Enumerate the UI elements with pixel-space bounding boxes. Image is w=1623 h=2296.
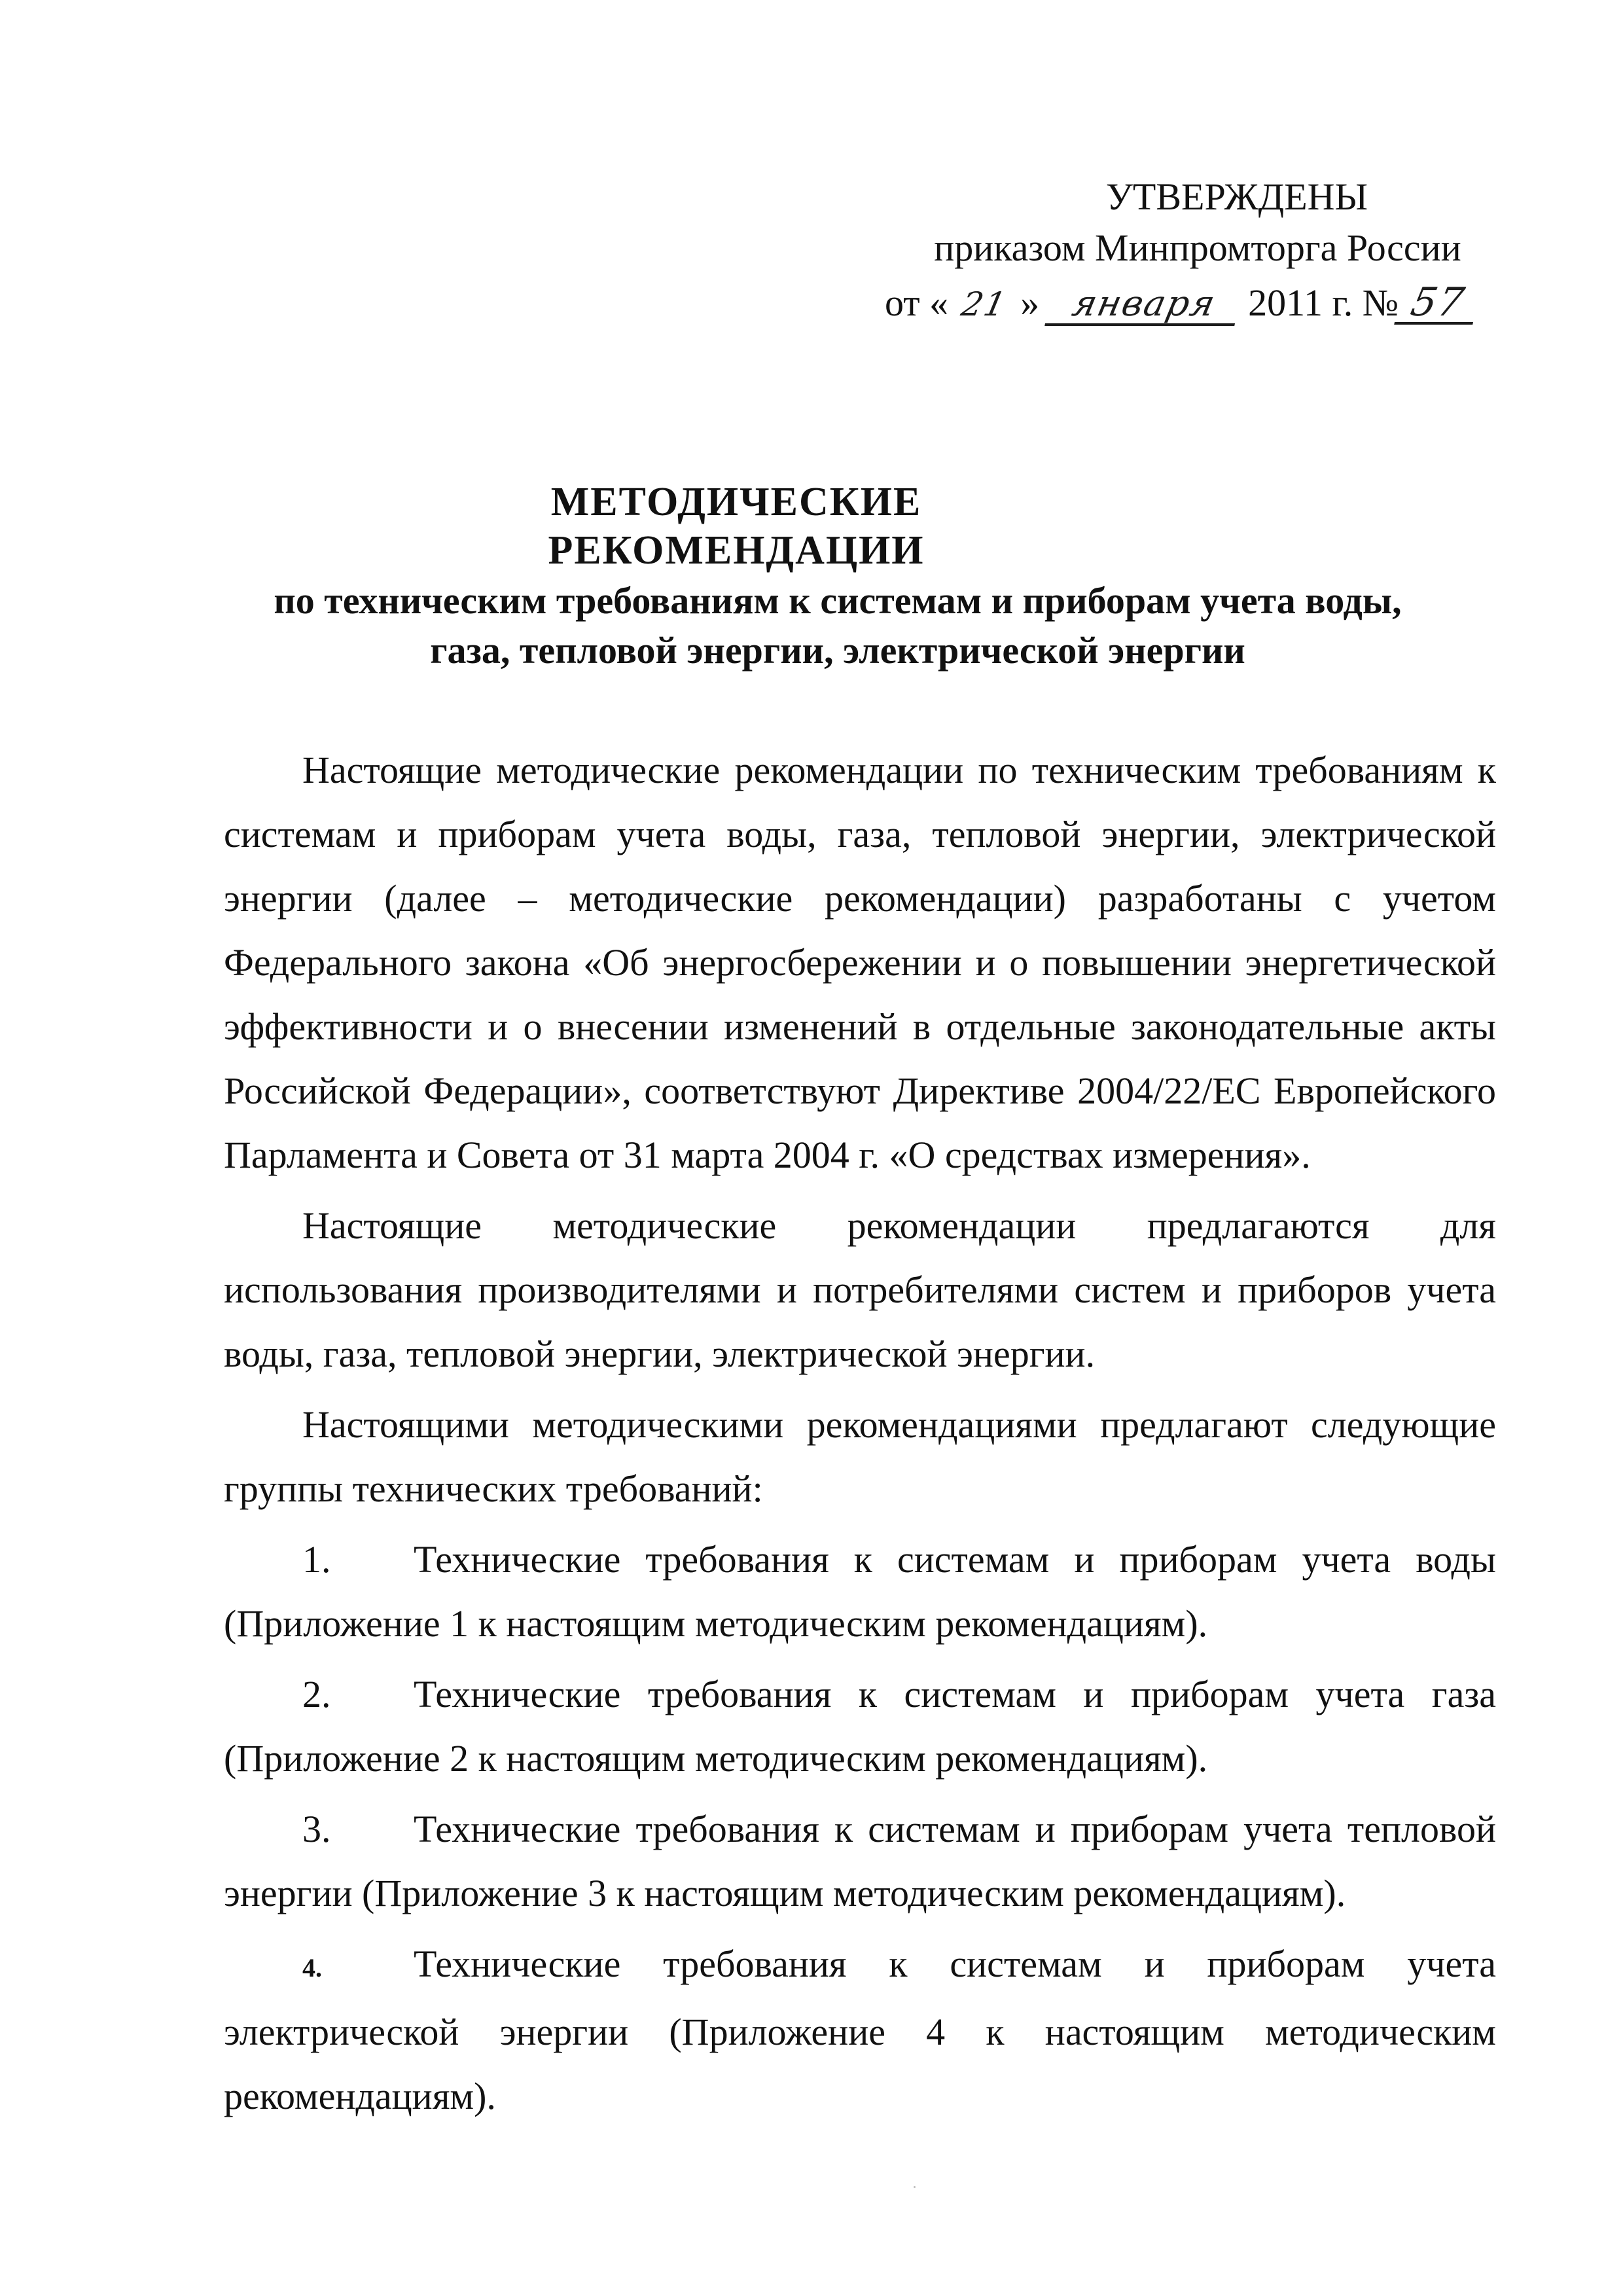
list-item-water <box>224 1528 1496 1656</box>
handwritten-day: 21 <box>958 285 1011 323</box>
scan-speck <box>914 2186 916 2188</box>
document-title <box>196 478 1479 674</box>
quote-close: » <box>1020 281 1040 324</box>
approval-order-line: приказом Минпромторга России <box>934 226 1461 269</box>
paragraph-usage: Настоящие методические рекомендации предлагаются для использования производителями и потребителями систем и приборов учета воды, газа, тепловой энергии, электрической энергии. <box>224 1204 1496 1375</box>
list-number: 1. <box>302 1538 331 1581</box>
date-from: от <box>885 281 920 324</box>
list-text: Технические требования к системам и приборам учета электрической энергии (Приложение 4 к настоящим методическим рекомендациям). <box>224 1943 1496 2117</box>
list-item-heat <box>224 1797 1496 1926</box>
paragraph-intro: Настоящие методические рекомендации по техническим требованиям к системам и приборам учета воды, газа, тепловой энергии, электрической энергии (далее – методические рекомендации) разработаны с учетом Федерального закона «Об энергосбережении и о повышении энергетической эффективности и о внесении изменений в отдельные законодательные акты Российской Федерации», соответствуют Директиве 2004/22/ЕС Европейского Парламента и Совета от 31 марта 2004 г. «О средствах измерения». <box>224 749 1496 1176</box>
list-text: Технические требования к системам и приборам учета газа (Приложение 2 к настоящим методическим рекомендациям). <box>224 1673 1496 1780</box>
list-number: 2. <box>302 1673 331 1715</box>
handwritten-month: января <box>1044 284 1243 326</box>
document-body <box>224 738 1496 2135</box>
list-item-gas <box>224 1662 1496 1791</box>
title-main: МЕТОДИЧЕСКИЕ РЕКОМЕНДАЦИИ <box>548 480 925 573</box>
approval-date-line <box>885 278 1492 329</box>
list-number: 4. <box>302 1953 322 1982</box>
quote-open: « <box>929 281 949 324</box>
title-subline-2: газа, тепловой энергии, электрической энергии <box>430 629 1245 672</box>
approval-heading: УТВЕРЖДЕНЫ <box>1105 175 1368 218</box>
title-subline-1: по техническим требованиям к системам и приборам учета воды, <box>274 579 1402 622</box>
paragraph-groups: Настоящими методическими рекомендациями предлагают следующие группы технических требований: <box>224 1403 1496 1510</box>
list-number: 3. <box>302 1808 331 1850</box>
number-sign: № <box>1362 281 1399 324</box>
handwritten-order-number: 57 <box>1394 283 1482 325</box>
list-text: Технические требования к системам и приборам учета тепловой энергии (Приложение 3 к настоящим методическим рекомендациям). <box>224 1808 1496 1914</box>
order-year: 2011 г. <box>1248 281 1353 324</box>
list-text: Технические требования к системам и приборам учета воды (Приложение 1 к настоящим методическим рекомендациям). <box>224 1538 1496 1645</box>
list-item-electric <box>224 1932 1496 2128</box>
approval-block <box>877 171 1492 329</box>
